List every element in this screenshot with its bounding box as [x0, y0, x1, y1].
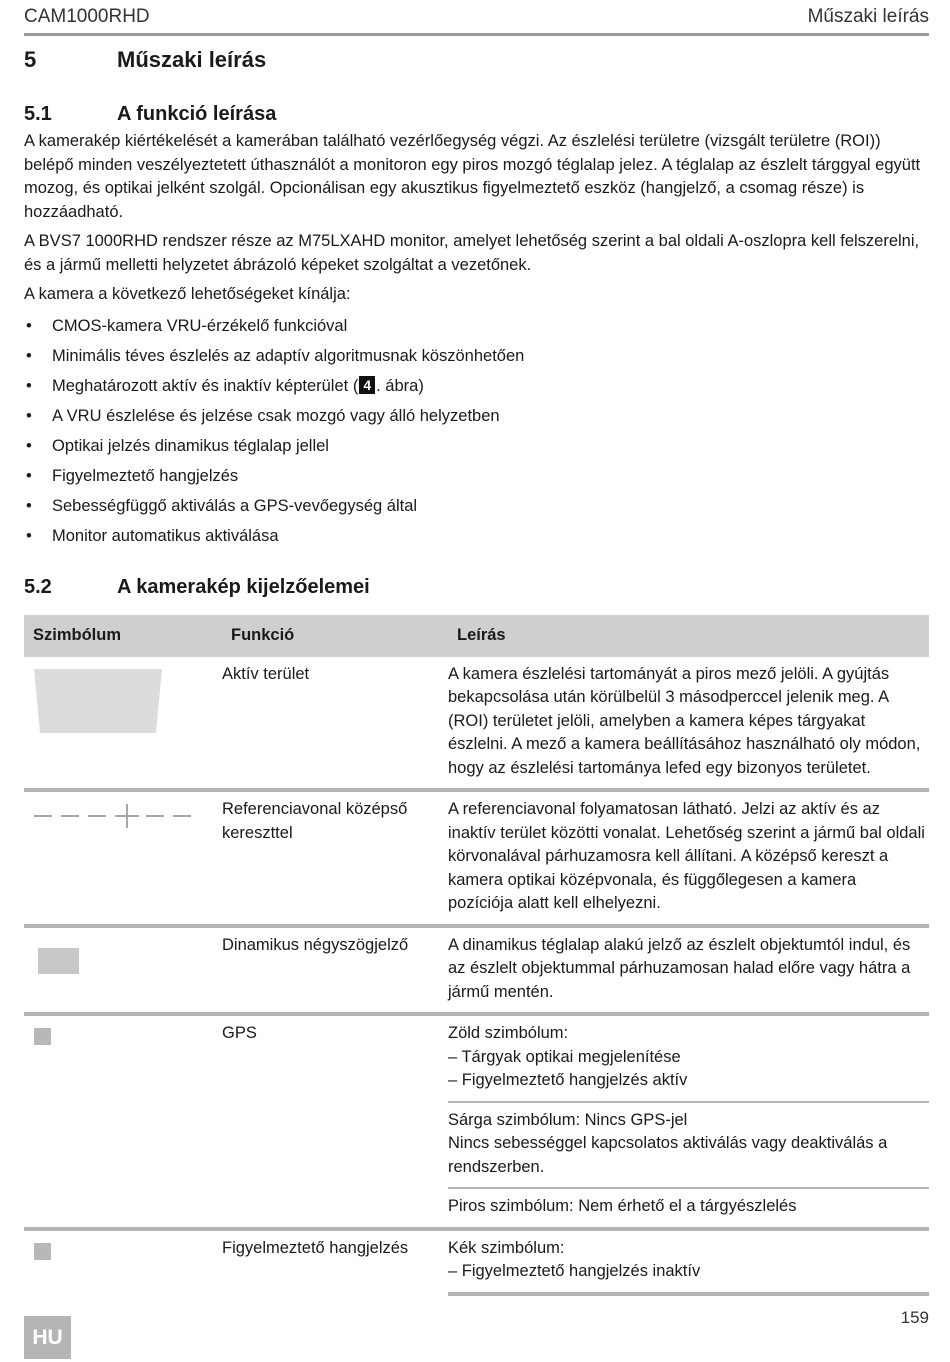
section-title: A kamerakép kijelzőelemei — [117, 576, 370, 598]
description-cell: A dinamikus téglalap alakú jelző az észlelt objektumtól indul, és az észlelt objektummal párhuzamosan halad előre vagy hátra a jármű mentén. — [448, 926, 929, 1015]
list-item — [24, 341, 929, 371]
symbol-cell — [24, 790, 222, 926]
list-item-text: Sebességfüggő aktiválás a GPS-vevőegység által — [52, 496, 418, 515]
feature-list — [24, 311, 929, 551]
section-title: A funkció leírása — [117, 102, 277, 125]
page-header — [24, 0, 929, 36]
header-chapter: Műszaki leírás — [807, 6, 929, 27]
language-badge: HU — [24, 1316, 71, 1359]
section-5-1-heading — [24, 98, 929, 130]
bullet: • — [26, 496, 32, 515]
section-number: 5.1 — [24, 102, 52, 125]
active-area-icon — [34, 669, 162, 733]
list-item — [24, 431, 929, 461]
header-product: CAM1000RHD — [24, 6, 150, 27]
table-row — [24, 790, 929, 926]
list-item-text: Monitor automatikus aktiválása — [52, 526, 279, 545]
bullet: • — [26, 466, 32, 485]
list-item-text: Meghatározott aktív és inaktív képterület ( — [52, 376, 359, 395]
description-cell: Sárga szimbólum: Nincs GPS-jel Nincs sebességgel kapcsolatos aktiválás vagy deaktiválás a rendszerben. — [448, 1102, 929, 1189]
table-row — [24, 1014, 929, 1102]
page-number: 159 — [900, 1308, 929, 1327]
paragraph-function: A kamerakép kiértékelését a kamerában található vezérlőegység végzi. Az észlelési területre (vizsgált területre (ROI)) belépő minden veszélyeztetett úthasználót a monitoron egy piros mozgó téglalap jelez. A téglalap az észlelt tárggyal együtt mozog, és optikai jelként szolgál. Opcionálisan egy akusztikus figyelmeztető eszköz (hangjelző, a csomag része) is hozzáadható. — [24, 132, 921, 221]
function-cell: Figyelmeztető hangjelzés — [222, 1229, 448, 1294]
gps-status-icon — [34, 1028, 51, 1045]
description-cell: Piros szimbólum: Nem érhető el a tárgyészlelés — [448, 1188, 929, 1229]
symbol-cell — [24, 926, 222, 1015]
bullet: • — [26, 316, 32, 335]
section-number: 5 — [24, 47, 37, 72]
list-item-text: CMOS-kamera VRU-érzékelő funkcióval — [52, 316, 348, 335]
description-cell: Zöld szimbólum: – Tárgyak optikai megjelenítése – Figyelmeztető hangjelzés aktív — [448, 1014, 929, 1102]
description-cell: Kék szimbólum: – Figyelmeztető hangjelzés inaktív — [448, 1229, 929, 1294]
column-header-function: Funkció — [222, 615, 448, 657]
list-item — [24, 371, 929, 401]
section-title: Műszaki leírás — [117, 47, 267, 72]
bullet: • — [26, 346, 32, 365]
symbol-cell — [24, 1014, 222, 1229]
display-elements-table — [24, 615, 929, 1296]
function-cell: Aktív terület — [222, 664, 310, 683]
list-item-text: . ábra) — [376, 376, 424, 395]
section-5-2-heading — [24, 573, 929, 603]
symbol-cell — [24, 1229, 222, 1294]
list-item-text: Optikai jelzés dinamikus téglalap jellel — [52, 436, 329, 455]
function-cell: Dinamikus négyszögjelző — [222, 926, 448, 1015]
dynamic-rectangle-icon — [38, 948, 79, 974]
bullet: • — [26, 376, 32, 395]
list-item — [24, 401, 929, 431]
bullet: • — [26, 436, 32, 455]
paragraph-options-intro: A kamera a következő lehetőségeket kínálja: — [24, 285, 351, 303]
description-cell: A kamera észlelési tartományát a piros mező jelöli. A gyújtás bekapcsolása után körülbelül 3 másodperccel jelenik meg. A (ROI) területet jelöli, amelyben a kamera képes tárgyakat észlelni. A mező a kamera beállításához használható oly módon, hogy az észlelési tartománya lefed egy bizonyos területet. — [448, 664, 921, 777]
table-row — [24, 1229, 929, 1294]
column-header-description: Leírás — [448, 615, 929, 657]
list-item-text: Figyelmeztető hangjelzés — [52, 466, 239, 485]
bullet: • — [26, 406, 32, 425]
column-header-symbol: Szimbólum — [24, 615, 222, 657]
list-item — [24, 521, 929, 551]
function-cell: Referenciavonal középső kereszttel — [222, 790, 448, 926]
warning-sound-icon — [34, 1243, 51, 1260]
list-item-text: A VRU észlelése és jelzése csak mozgó vagy álló helyzetben — [52, 406, 500, 425]
list-item-text: Minimális téves észlelés az adaptív algoritmusnak köszönhetően — [52, 346, 525, 365]
list-item — [24, 491, 929, 521]
paragraph-system: A BVS7 1000RHD rendszer része az M75LXAHD monitor, amelyet lehetőség szerint a bal oldali A-oszlopra kell felszerelni, és a jármű melletti helyzetet ábrázoló képeket szolgáltat a vezetőnek. — [24, 232, 920, 274]
section-number: 5.2 — [24, 576, 52, 598]
reference-line-icon — [34, 802, 194, 830]
table-header-row — [24, 615, 929, 657]
list-item — [24, 311, 929, 341]
bullet: • — [26, 526, 32, 545]
list-item — [24, 461, 929, 491]
symbol-cell — [24, 657, 222, 791]
page — [24, 0, 929, 1296]
section-5-heading — [24, 42, 929, 78]
function-cell: GPS — [222, 1014, 448, 1229]
description-cell: A referenciavonal folyamatosan látható. Jelzi az aktív és az inaktív terület közötti vonalat. Lehetőség szerint a jármű bal oldali körvonalával párhuzamosra kell állítani. A középső kereszt a kamera optikai középvonala, és függőlegesen a kamera pozíciója alatt kell elhelyezni. — [448, 790, 929, 926]
figure-reference-link[interactable]: 4 — [359, 376, 375, 394]
table-row — [24, 657, 929, 791]
table-row — [24, 926, 929, 1015]
